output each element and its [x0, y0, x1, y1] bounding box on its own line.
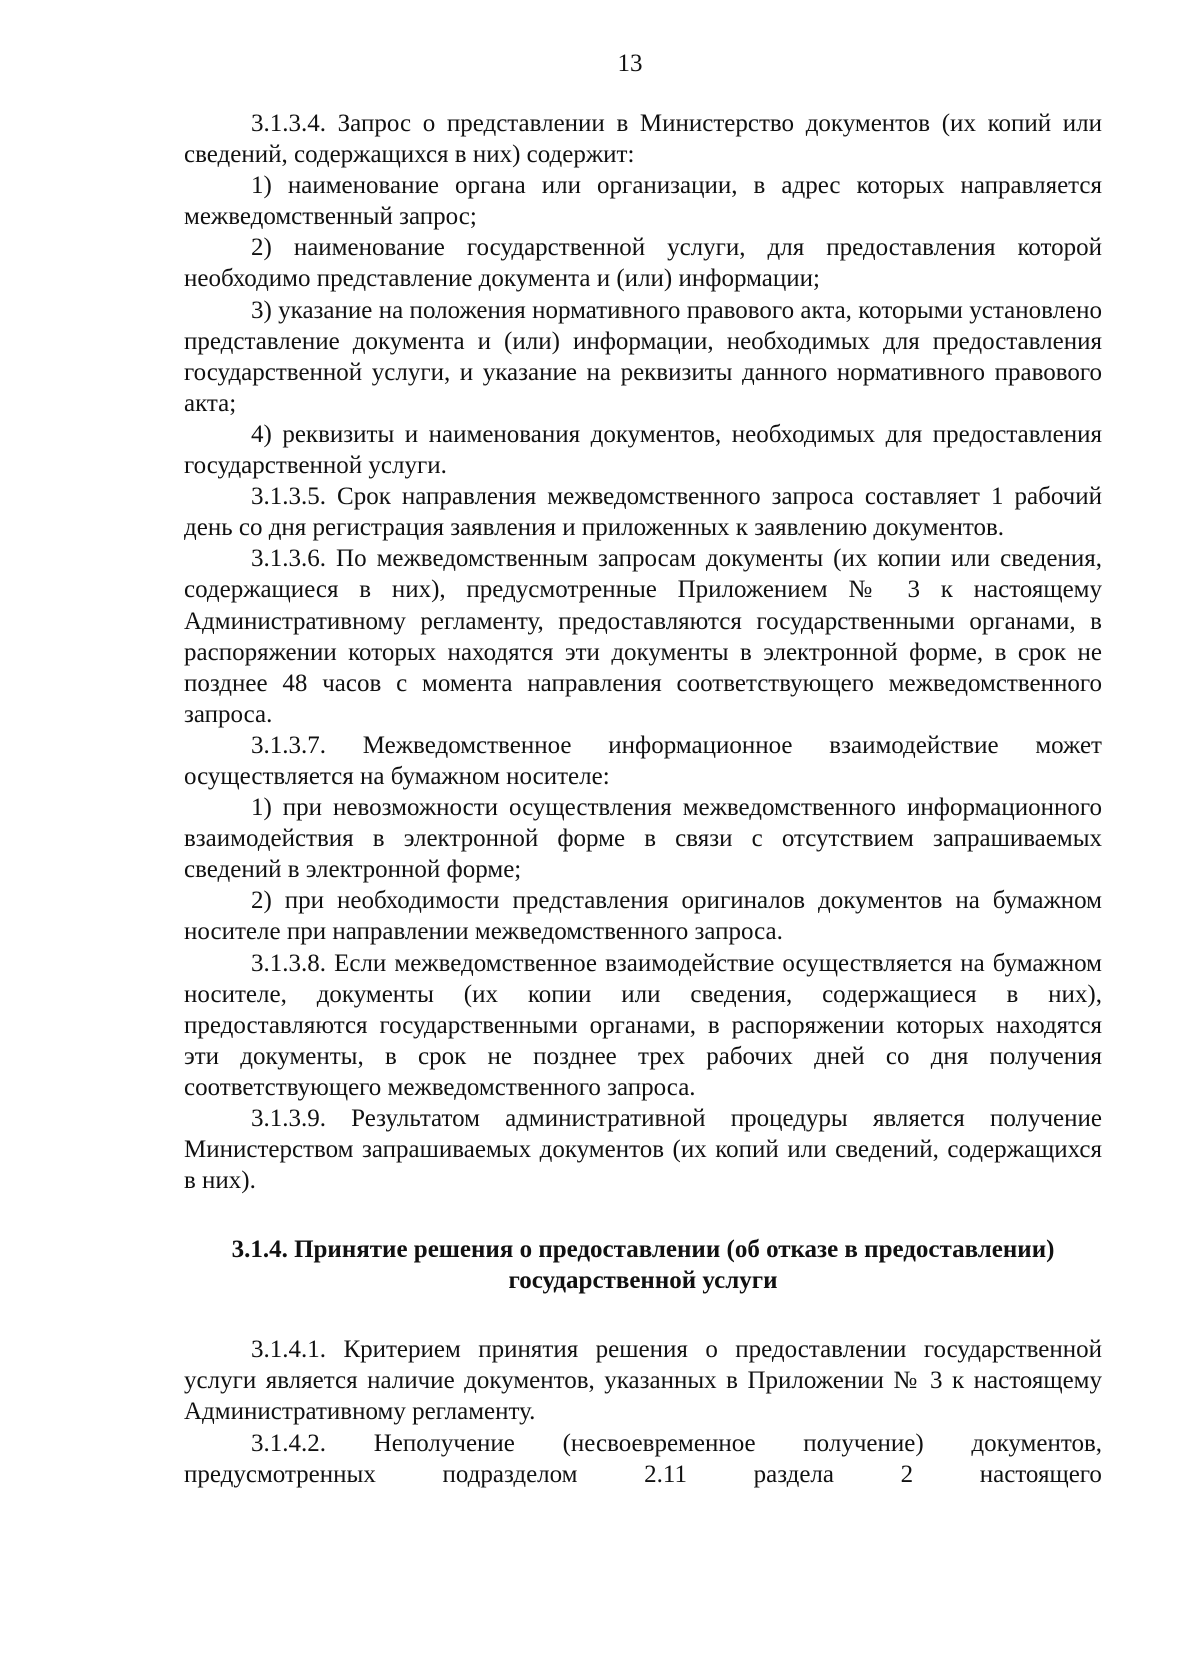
section-heading-line-2: государственной услуги	[508, 1267, 778, 1295]
paragraph-3-1-4-2: 3.1.4.2. Неполучение (несвоевременное получение) документов,	[251, 1429, 1102, 1457]
paragraph-3-1-3-9: 3.1.3.9. Результатом административной процедуры является получение Министерством запрашиваемых документов (их копий или сведений, содержащихся в них).	[184, 1105, 1102, 1195]
word: раздела	[753, 1460, 835, 1488]
list-item-3: 3) указание на положения нормативного правового акта, которыми установлено представление документа и (или) информации, необходимых для предоставления государственной услуги, и указание на реквизиты данного нормативного правового акта;	[184, 296, 1102, 417]
word: предусмотренных	[184, 1460, 376, 1488]
word: подразделом	[442, 1460, 578, 1488]
paragraph-3-1-3-8: 3.1.3.8. Если межведомственное взаимодействие осуществляется на бумажном носителе, документы (их копии или сведения, содержащиеся в них), предоставляются государственными органами, в распоряжении которых находятся эти документы, в срок не позднее трех рабочих дней со дня получения соответствующего межведомственного запроса.	[184, 949, 1102, 1101]
word: 2.11	[644, 1460, 687, 1488]
paragraph-3-1-3-5: 3.1.3.5. Срок направления межведомственного запроса составляет 1 рабочий день со дня регистрация заявления и приложенных к заявлению документов.	[184, 483, 1102, 542]
page-number: 13	[617, 50, 643, 77]
list-item-2-paper: 2) при необходимости представления оригиналов документов на бумажном носителе при направлении межведомственного запроса.	[184, 887, 1102, 946]
list-item-2: 2) наименование государственной услуги, для предоставления которой необходимо представление документа и (или) информации;	[184, 234, 1102, 293]
paragraph-3-1-4-2-continuation	[184, 1459, 1102, 1490]
list-item-4: 4) реквизиты и наименования документов, необходимых для предоставления государственной услуги.	[184, 420, 1102, 480]
list-item-1: 1) наименование органа или организации, в адрес которых направляется межведомственный запрос;	[184, 172, 1102, 231]
paragraph-3-1-3-4: 3.1.3.4. Запрос о представлении в Министерство документов (их копий или сведений, содержащихся в них) содержит:	[184, 110, 1102, 169]
paragraph-3-1-3-6: 3.1.3.6. По межведомственным запросам документы (их копии или сведения, содержащиеся в них), предусмотренные Приложением № 3 к настоящему Административному регламенту, предоставляются государственными органами, в распоряжении которых находятся эти документы в электронной форме, в срок не позднее 48 часов с момента направления соответствующего межведомственного запроса.	[184, 545, 1102, 728]
word: 2	[900, 1460, 914, 1488]
paragraph-3-1-4-1: 3.1.4.1. Критерием принятия решения о предоставлении государственной услуги является наличие документов, указанных в Приложении № 3 к настоящему Административному регламенту.	[184, 1336, 1102, 1426]
document-body	[184, 108, 1102, 1490]
paragraph-3-1-3-7: 3.1.3.7. Межведомственное информационное взаимодействие может осуществляется на бумажном носителе:	[184, 731, 1102, 790]
word: настоящего	[979, 1460, 1102, 1488]
section-heading-line-1: 3.1.4. Принятие решения о предоставлении (об отказе в предоставлении)	[231, 1236, 1055, 1264]
section-heading-3-1-4	[184, 1234, 1102, 1296]
list-item-1-paper: 1) при невозможности осуществления межведомственного информационного взаимодействия в электронной форме в связи с отсутствием запрашиваемых сведений в электронной форме;	[184, 794, 1102, 884]
